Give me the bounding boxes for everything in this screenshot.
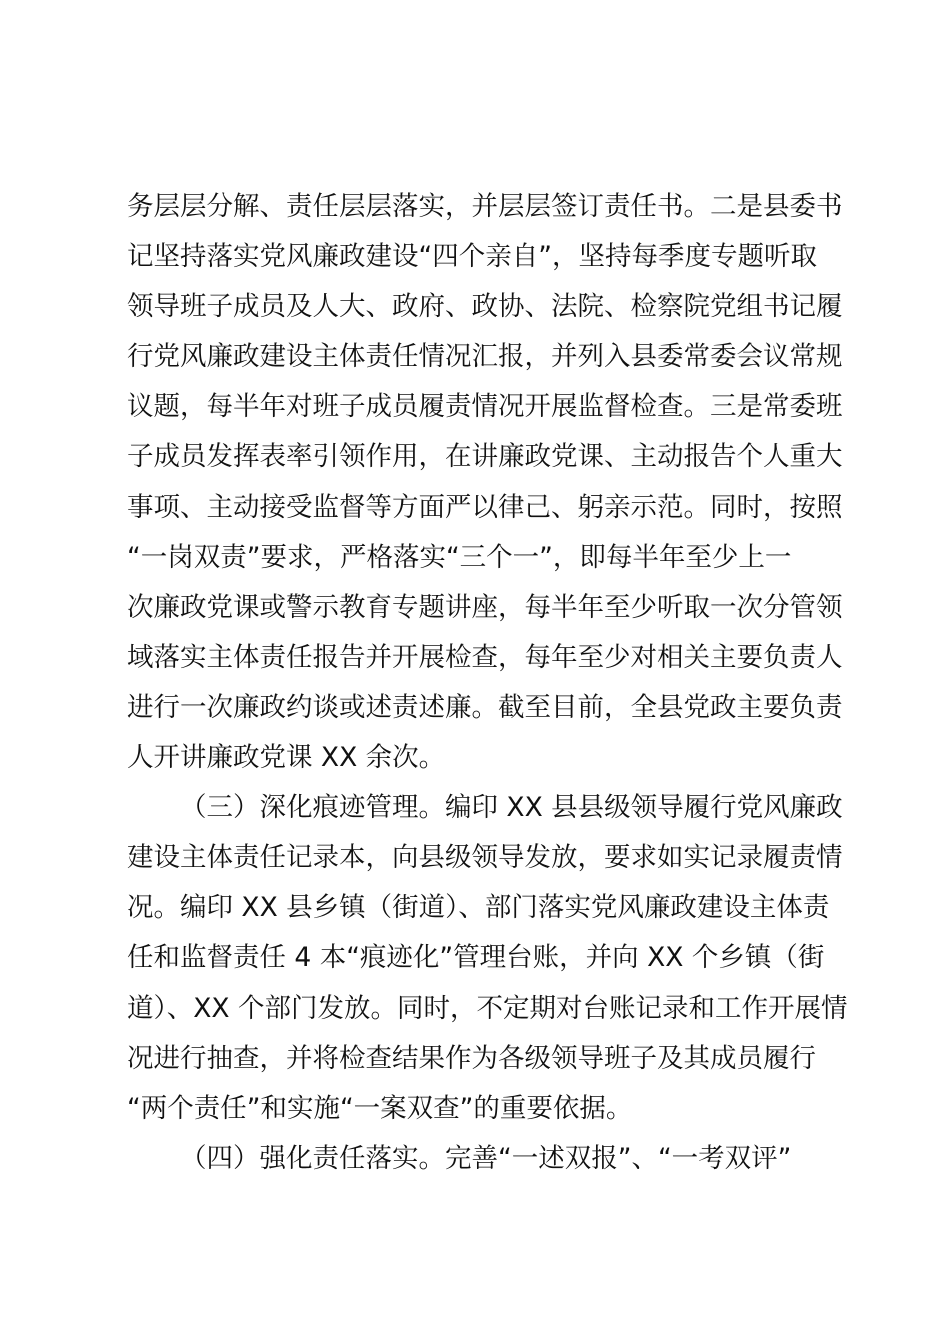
text-line: 事项、主动接受监督等方面严以律己、躬亲示范。同时，按照 bbox=[127, 491, 843, 523]
text-line: 道）、XX 个部门发放。同时，不定期对台账记录和工作开展情 bbox=[127, 992, 848, 1024]
text-line: 次廉政党课或警示教育专题讲座，每半年至少听取一次分管领 bbox=[127, 591, 843, 623]
text-line: （四）强化责任落实。完善“一述双报”、“一考双评” bbox=[180, 1142, 792, 1174]
paragraph-section-4 bbox=[127, 1134, 837, 1184]
text-line: 记坚持落实党风廉政建设“四个亲自”，坚持每季度专题听取 bbox=[127, 241, 817, 273]
text-line: 域落实主体责任报告并开展检查，每年至少对相关主要负责人 bbox=[127, 641, 843, 673]
paragraph-section-3 bbox=[127, 783, 848, 1134]
text-line: （三）深化痕迹管理。编印 XX 县县级领导履行党风廉政 bbox=[180, 792, 843, 824]
text-line: 务层层分解、责任层层落实，并层层签订责任书。二是县委书 bbox=[127, 191, 843, 222]
text-line: 任和监督责任 4 本“痕迹化”管理台账，并向 XX 个乡镇（街 bbox=[127, 942, 825, 974]
text-line: 人开讲廉政党课 XX 余次。 bbox=[127, 742, 446, 774]
text-line: 子成员发挥表率引领作用，在讲廉政党课、主动报告个人重大 bbox=[127, 441, 843, 473]
text-line: 况。编印 XX 县乡镇（街道）、部门落实党风廉政建设主体责 bbox=[127, 892, 830, 924]
body-text bbox=[127, 182, 848, 1184]
paragraph-continuation bbox=[127, 182, 843, 783]
text-line: “两个责任”和实施“一案双查”的重要依据。 bbox=[127, 1092, 633, 1124]
text-line: “一岗双责”要求，严格落实“三个一”，即每半年至少上一 bbox=[127, 541, 792, 573]
text-line: 况进行抽查，并将检查结果作为各级领导班子及其成员履行 bbox=[127, 1042, 816, 1074]
text-line: 领导班子成员及人大、政府、政协、法院、检察院党组书记履 bbox=[127, 291, 843, 323]
text-line: 进行一次廉政约谈或述责述廉。截至目前，全县党政主要负责 bbox=[127, 691, 843, 723]
text-line: 行党风廉政建设主体责任情况汇报，并列入县委常委会议常规 bbox=[127, 341, 843, 373]
text-line: 建设主体责任记录本，向县级领导发放，要求如实记录履责情 bbox=[127, 842, 843, 874]
text-line: 议题，每半年对班子成员履责情况开展监督检查。三是常委班 bbox=[127, 391, 843, 423]
